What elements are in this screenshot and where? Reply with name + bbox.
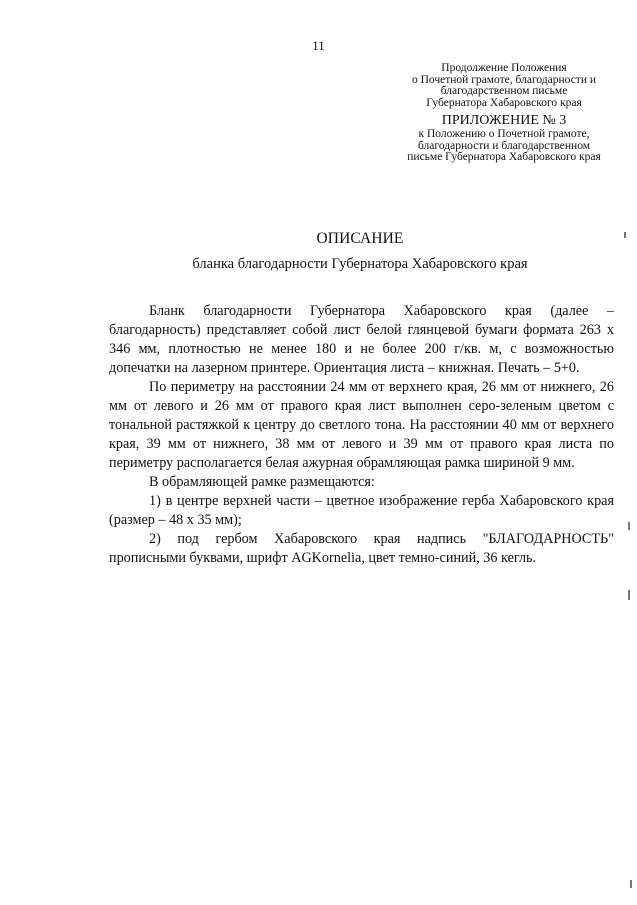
page-number: 11 xyxy=(312,38,325,53)
paragraph: По периметру на расстоянии 24 мм от верхнего края, 26 мм от нижнего, 26 мм от левого и 26 мм от правого края лист выполнен серо-зеленым цветом с тональной растяжкой к центру до светлого тона. На расстоянии 40 мм от верхнего края, 39 мм от нижнего, 38 мм от левого и 39 мм от правого края листа по периметру располагается белая ажурная обрамляющая рамка шириной 9 мм. xyxy=(109,379,614,471)
scan-artifact xyxy=(630,880,632,888)
continuation-line: Продолжение Положения xyxy=(441,62,567,74)
paragraph: 1) в центре верхней части – цветное изображение герба Хабаровского края (размер – 48 х 35 мм); xyxy=(109,493,614,528)
continuation-line: Губернатора Хабаровского края xyxy=(426,96,582,109)
appendix-line: к Положению о Почетной грамоте, xyxy=(418,128,590,140)
paragraph: Бланк благодарности Губернатора Хабаровского края (далее – благодарность) представляет собой лист белой глянцевой бумаги формата 263 х 346 мм, плотностью не менее 180 и не более 200 г/кв. м, с возможностью допечатки на лазерном принтере. Ориентация листа – книжная. Печать – 5+0. xyxy=(109,303,614,376)
paragraph: В обрамляющей рамке размещаются: xyxy=(149,474,375,490)
paragraph: 2) под гербом Хабаровского края надпись "БЛАГОДАРНОСТЬ" прописными буквами, шрифт AGKornelia, цвет темно-синий, 36 кегль. xyxy=(109,531,614,566)
document-subtitle: бланка благодарности Губернатора Хабаровского края xyxy=(192,256,528,272)
scan-artifact xyxy=(628,590,630,600)
appendix-line: письме Губернатора Хабаровского края xyxy=(407,151,601,163)
title-block xyxy=(100,230,620,273)
body-text xyxy=(109,302,614,568)
continuation-line: благодарственном письме xyxy=(440,85,568,97)
appendix-line: благодарности и благодарственном xyxy=(417,139,591,152)
document-title: ОПИСАНИЕ xyxy=(316,230,404,247)
appendix-title: ПРИЛОЖЕНИЕ № 3 xyxy=(441,113,567,128)
scan-artifact xyxy=(624,232,626,238)
scan-artifact xyxy=(628,522,630,530)
continuation-line: о Почетной грамоте, благодарности и xyxy=(411,73,597,86)
header-block xyxy=(378,63,630,164)
